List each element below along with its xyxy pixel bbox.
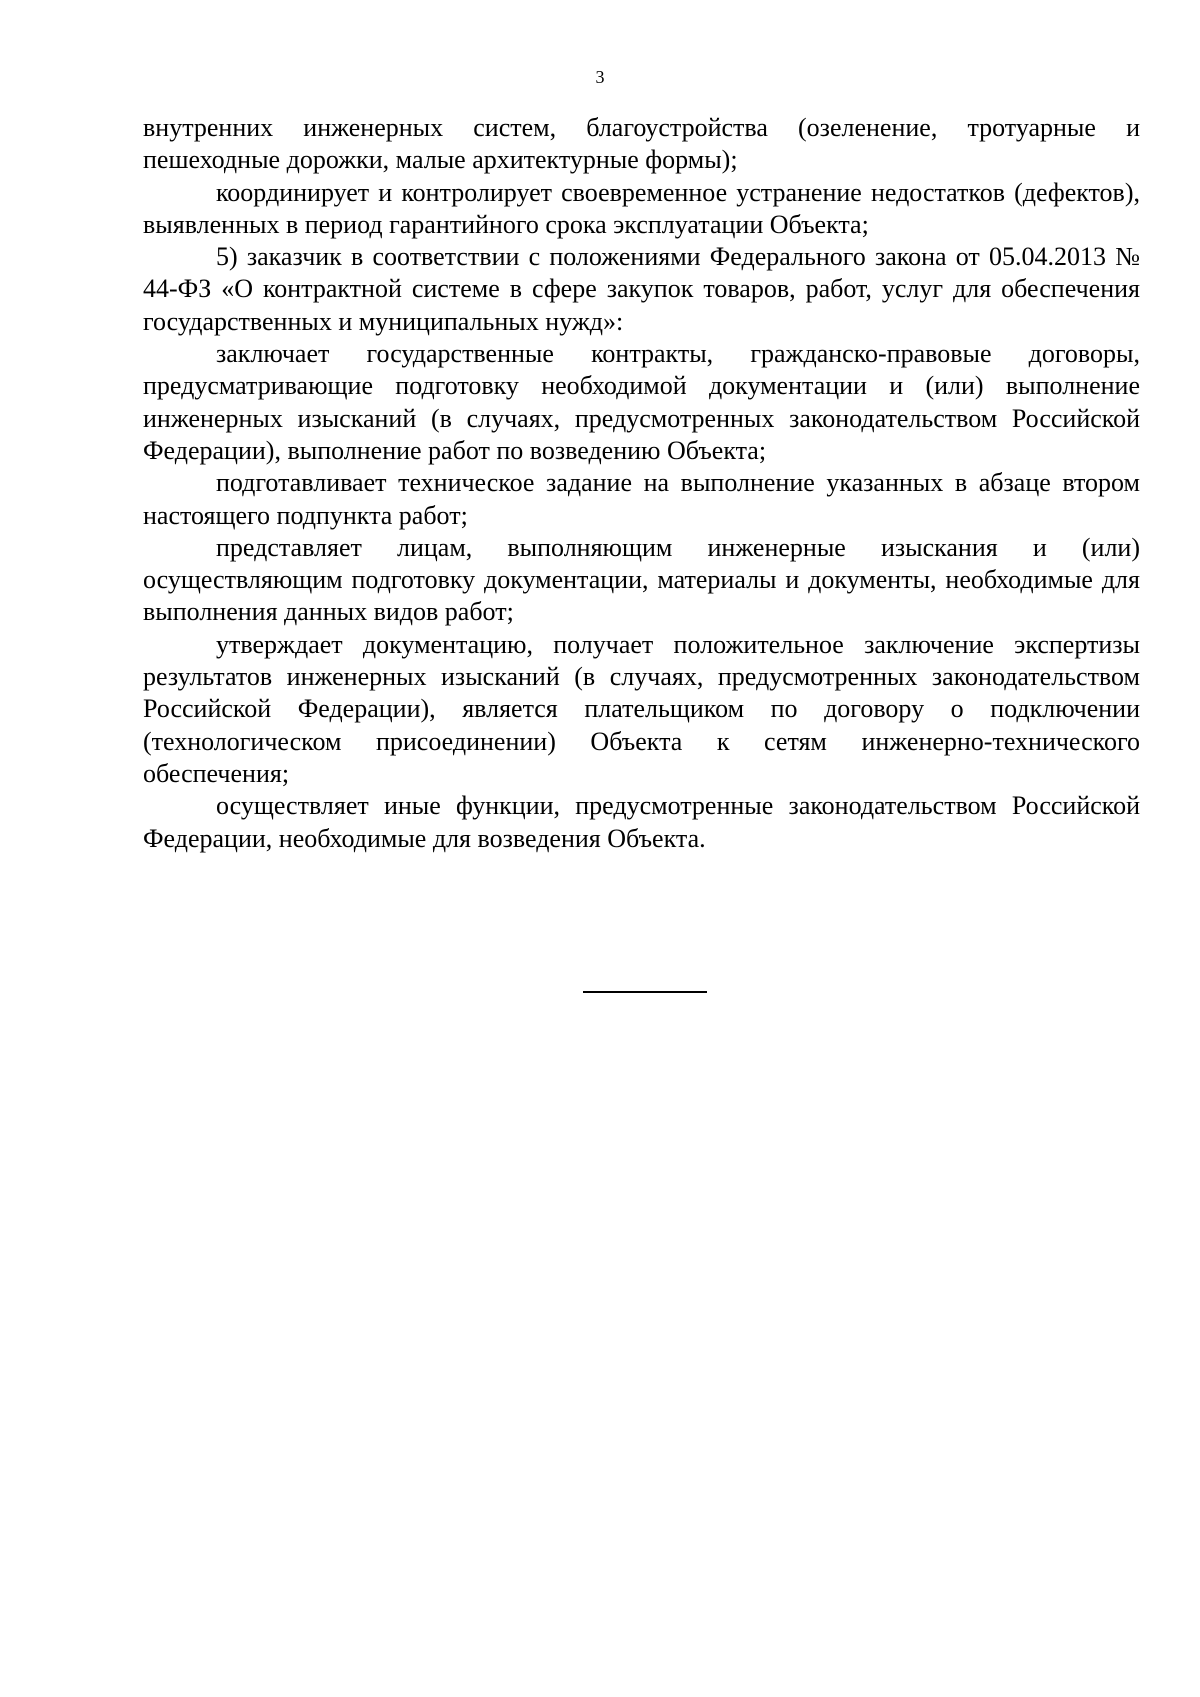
paragraph-approval: утверждает документацию, получает положительное заключение экспертизы результатов инженерных изысканий (в случаях, предусмотренных законодательством Российской Федерации), является плательщиком по договору о подключении (технологическом присоединении) Объекта к сетям инженерно-технического обеспечения; <box>143 629 1140 788</box>
closing-divider <box>583 991 707 993</box>
paragraph-materials: представляет лицам, выполняющим инженерные изыскания и (или) осуществляющим подготовку документации, материалы и документы, необходимые для выполнения данных видов работ; <box>143 532 1140 627</box>
paragraph-defects-control: координирует и контролирует своевременное устранение недостатков (дефектов), выявленных в период гарантийного срока эксплуатации Объекта; <box>143 177 1140 239</box>
paragraph-contracts: заключает государственные контракты, гражданско-правовые договоры, предусматривающие подготовку необходимой документации и (или) выполнение инженерных изысканий (в случаях, предусмотренных законодательством Российской Федерации), выполнение работ по возведению Объекта; <box>143 339 1140 465</box>
paragraph-technical-task: подготавливает техническое задание на выполнение указанных в абзаце втором настоящего подпункта работ; <box>143 468 1140 530</box>
paragraph-other-functions: осуществляет иные функции, предусмотренные законодательством Российской Федерации, необходимые для возведения Объекта. <box>143 791 1140 853</box>
document-body <box>143 112 1140 855</box>
paragraph-customer-clause: 5) заказчик в соответствии с положениями Федерального закона от 05.04.2013 № 44-ФЗ «О контрактной системе в сфере закупок товаров, работ, услуг для обеспечения государственных и муниципальных нужд»: <box>143 242 1140 336</box>
paragraph-continuation: внутренних инженерных систем, благоустройства (озеленение, тротуарные и пешеходные дорожки, малые архитектурные формы); <box>143 113 1140 175</box>
page-number: 3 <box>595 67 605 87</box>
